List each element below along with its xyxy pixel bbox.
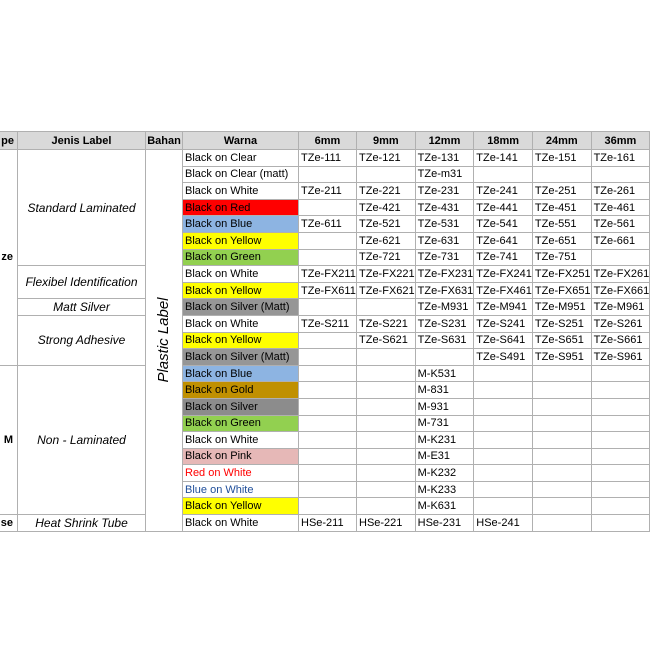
product-code-cell [299,332,357,349]
product-code-cell: HSe-231 [415,515,474,532]
product-code-cell: TZe-S241 [474,315,533,332]
product-code-cell [357,299,416,316]
product-code-cell: TZe-m31 [415,166,474,183]
product-code-cell: TZe-121 [357,150,416,167]
warna-cell: Red on White [183,465,299,482]
product-code-cell: TZe-621 [357,232,416,249]
label-product-table [0,131,650,532]
product-code-cell: TZe-651 [532,232,591,249]
product-code-cell [591,498,650,515]
product-code-cell: TZe-FX251 [532,266,591,283]
product-code-cell: TZe-141 [474,150,533,167]
tape-type-cell: ze [0,150,18,366]
product-code-cell: TZe-741 [474,249,533,266]
product-code-cell [357,481,416,498]
product-code-cell: TZe-S211 [299,315,357,332]
header-size-12mm: 12mm [415,132,474,150]
product-code-cell: TZe-S251 [532,315,591,332]
warna-cell: Black on Pink [183,448,299,465]
product-code-cell [474,382,533,399]
product-code-cell: TZe-FX651 [532,282,591,299]
product-code-cell [474,166,533,183]
product-code-cell: TZe-421 [357,199,416,216]
product-code-cell [474,432,533,449]
header-size-6mm: 6mm [299,132,357,150]
product-code-cell [532,415,591,432]
product-code-cell [591,249,650,266]
product-code-cell: TZe-M931 [415,299,474,316]
table-row [0,266,650,283]
warna-cell: Black on Blue [183,216,299,233]
product-code-cell: HSe-211 [299,515,357,532]
product-code-cell: TZe-FX231 [415,266,474,283]
jenis-label-cell: Non - Laminated [18,365,146,514]
product-code-cell: TZe-661 [591,232,650,249]
product-code-cell [591,398,650,415]
product-code-cell: TZe-751 [532,249,591,266]
table-row [0,365,650,382]
product-code-cell [299,299,357,316]
product-code-cell [299,448,357,465]
product-code-cell: M-K531 [415,365,474,382]
product-code-cell: TZe-S641 [474,332,533,349]
product-code-cell: TZe-S621 [357,332,416,349]
warna-cell: Black on Red [183,199,299,216]
header-size-18mm: 18mm [474,132,533,150]
jenis-label-cell: Heat Shrink Tube [18,515,146,532]
product-code-cell: TZe-S631 [415,332,474,349]
product-code-cell [591,448,650,465]
warna-cell: Black on White [183,266,299,283]
jenis-label-cell: Flexibel Identification [18,266,146,299]
product-code-cell: TZe-S661 [591,332,650,349]
product-code-cell: TZe-521 [357,216,416,233]
product-code-cell [532,465,591,482]
product-code-cell [299,432,357,449]
product-code-cell: TZe-241 [474,183,533,200]
product-code-cell: TZe-S221 [357,315,416,332]
product-code-cell [357,166,416,183]
header-type: pe [0,132,18,150]
product-code-cell [357,432,416,449]
product-code-cell: TZe-S491 [474,349,533,366]
product-code-cell [474,481,533,498]
product-code-cell: TZe-151 [532,150,591,167]
table-row [0,315,650,332]
product-code-cell: TZe-541 [474,216,533,233]
product-code-cell: TZe-431 [415,199,474,216]
product-code-cell [532,398,591,415]
product-code-cell [474,448,533,465]
warna-cell: Blue on White [183,481,299,498]
warna-cell: Black on Clear (matt) [183,166,299,183]
product-code-cell: TZe-FX661 [591,282,650,299]
product-code-cell [532,498,591,515]
product-code-cell [357,448,416,465]
product-code-cell [299,498,357,515]
warna-cell: Black on Yellow [183,282,299,299]
jenis-label-cell: Standard Laminated [18,150,146,266]
product-code-cell: TZe-M951 [532,299,591,316]
product-code-cell: TZe-221 [357,183,416,200]
product-code-cell: TZe-251 [532,183,591,200]
product-code-cell [591,465,650,482]
product-code-cell [532,448,591,465]
product-code-cell [299,382,357,399]
product-code-cell [357,349,416,366]
product-code-cell [591,382,650,399]
product-code-cell: TZe-111 [299,150,357,167]
product-code-cell [299,232,357,249]
product-code-cell: TZe-FX221 [357,266,416,283]
bahan-cell [146,150,183,532]
product-code-cell [357,415,416,432]
jenis-label-cell: Matt Silver [18,299,146,316]
product-code-cell: M-E31 [415,448,474,465]
product-code-cell: M-K233 [415,481,474,498]
warna-cell: Black on Clear [183,150,299,167]
product-code-cell: TZe-161 [591,150,650,167]
product-code-cell [591,481,650,498]
product-code-cell [299,249,357,266]
warna-cell: Black on White [183,315,299,332]
product-code-cell [299,398,357,415]
product-code-cell [299,481,357,498]
warna-cell: Black on White [183,515,299,532]
product-code-cell: TZe-731 [415,249,474,266]
header-size-9mm: 9mm [357,132,416,150]
table-row [0,150,650,167]
warna-cell: Black on Gold [183,382,299,399]
product-code-cell: TZe-261 [591,183,650,200]
product-code-cell [532,481,591,498]
product-code-cell: TZe-FX631 [415,282,474,299]
product-code-cell: TZe-451 [532,199,591,216]
table-row [0,515,650,532]
warna-cell: Black on Blue [183,365,299,382]
product-code-cell: TZe-S261 [591,315,650,332]
product-code-cell: TZe-131 [415,150,474,167]
product-code-cell [299,415,357,432]
product-code-cell: TZe-M941 [474,299,533,316]
warna-cell: Black on Silver (Matt) [183,299,299,316]
header-row [0,132,650,150]
product-code-cell [591,515,650,532]
product-code-cell: TZe-FX241 [474,266,533,283]
warna-cell: Black on Yellow [183,232,299,249]
tape-type-cell: M [0,365,18,514]
product-code-cell: TZe-S951 [532,349,591,366]
product-code-cell [299,166,357,183]
product-code-cell [591,432,650,449]
product-code-cell: TZe-S231 [415,315,474,332]
product-code-cell: TZe-FX261 [591,266,650,283]
product-code-cell: M-831 [415,382,474,399]
tape-type-cell: se [0,515,18,532]
product-code-cell [474,498,533,515]
product-code-cell: HSe-221 [357,515,416,532]
warna-cell: Black on Silver [183,398,299,415]
product-code-cell [357,382,416,399]
product-code-cell: TZe-641 [474,232,533,249]
product-code-cell: TZe-721 [357,249,416,266]
product-code-cell: TZe-S961 [591,349,650,366]
table-body [0,150,650,532]
product-code-cell: M-K631 [415,498,474,515]
header-jenis-label: Jenis Label [18,132,146,150]
product-code-cell: M-K231 [415,432,474,449]
product-code-cell: TZe-FX211 [299,266,357,283]
warna-cell: Black on Yellow [183,498,299,515]
product-code-cell: TZe-S651 [532,332,591,349]
product-code-cell [532,166,591,183]
product-code-cell: TZe-M961 [591,299,650,316]
product-code-cell: M-931 [415,398,474,415]
product-code-cell: M-731 [415,415,474,432]
product-code-cell: TZe-441 [474,199,533,216]
product-code-cell [299,199,357,216]
product-code-cell [415,349,474,366]
product-code-cell [474,365,533,382]
product-code-cell [357,398,416,415]
warna-cell: Black on White [183,183,299,200]
product-code-cell [532,515,591,532]
product-code-cell [532,432,591,449]
product-code-cell [591,415,650,432]
product-code-cell: TZe-561 [591,216,650,233]
product-code-cell: TZe-531 [415,216,474,233]
product-code-cell [299,365,357,382]
warna-cell: Black on White [183,432,299,449]
product-code-cell: TZe-461 [591,199,650,216]
product-code-cell [357,498,416,515]
header-bahan: Bahan [146,132,183,150]
product-code-cell: TZe-FX461 [474,282,533,299]
product-code-cell: TZe-211 [299,183,357,200]
product-code-cell [357,465,416,482]
product-code-cell [474,398,533,415]
warna-cell: Black on Green [183,249,299,266]
warna-cell: Black on Yellow [183,332,299,349]
product-code-cell [299,465,357,482]
product-code-cell: TZe-FX611 [299,282,357,299]
product-code-cell [357,365,416,382]
product-code-cell: TZe-231 [415,183,474,200]
product-code-cell [299,349,357,366]
product-code-cell: M-K232 [415,465,474,482]
product-code-cell [591,365,650,382]
product-code-cell [474,415,533,432]
header-size-36mm: 36mm [591,132,650,150]
jenis-label-cell: Strong Adhesive [18,315,146,365]
product-code-cell [532,382,591,399]
header-warna: Warna [183,132,299,150]
bahan-vertical-label: Plastic Label [155,297,172,383]
product-code-cell: HSe-241 [474,515,533,532]
product-code-cell [591,166,650,183]
product-code-cell: TZe-551 [532,216,591,233]
product-code-cell: TZe-631 [415,232,474,249]
table-row [0,299,650,316]
product-code-cell [474,465,533,482]
header-size-24mm: 24mm [532,132,591,150]
warna-cell: Black on Green [183,415,299,432]
warna-cell: Black on Silver (Matt) [183,349,299,366]
product-code-cell [532,365,591,382]
product-code-cell: TZe-611 [299,216,357,233]
product-code-cell: TZe-FX621 [357,282,416,299]
